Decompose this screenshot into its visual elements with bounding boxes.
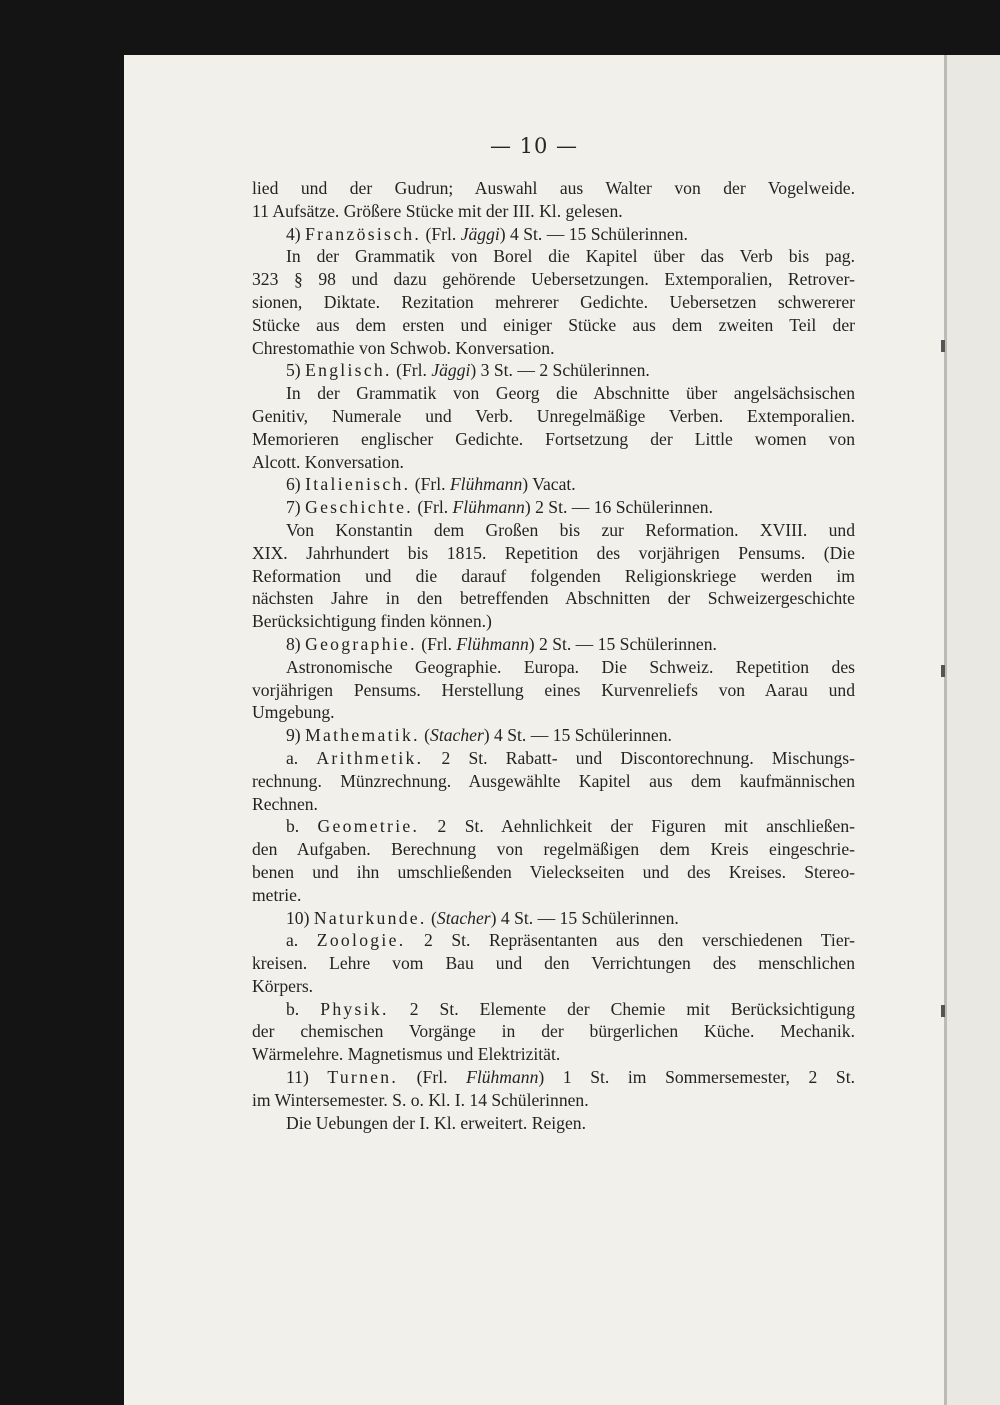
text-line: rechnung. Münzrechnung. Ausgewählte Kapitel aus dem kaufmännischen xyxy=(252,770,855,791)
subject-heading-zoologie: a. Zoologie. 2 St. Repräsentanten aus den verschiedenen Tier- xyxy=(286,930,855,951)
text-line: Genitiv, Numerale und Verb. Unregelmäßige Verben. Extemporalien. xyxy=(252,405,855,426)
page-edge-mark xyxy=(941,340,945,352)
text-line: lied und der Gudrun; Auswahl aus Walter von der Vogelweide. xyxy=(252,178,855,198)
text-line: Stücke aus dem ersten und einiger Stücke aus dem zweiten Teil der xyxy=(252,314,855,335)
text-line: Umgebung. xyxy=(252,702,335,723)
text-line: den Aufgaben. Berechnung von regelmäßigen dem Kreis eingeschrie- xyxy=(252,839,855,860)
text-line: Memorieren englischer Gedichte. Fortsetzung der Little women von xyxy=(252,428,855,449)
text-line: Körpers. xyxy=(252,975,314,996)
text-line: Wärmelehre. Magnetismus und Elektrizität. xyxy=(252,1044,561,1065)
text-line: Von Konstantin dem Großen bis zur Reformation. XVIII. und xyxy=(286,519,855,540)
page-edge-mark xyxy=(941,665,945,677)
next-page-edge xyxy=(944,55,1000,1405)
text-line: nächsten Jahre in den betreffenden Abschnitten der Schweizergeschichte xyxy=(252,588,855,609)
text-line: In der Grammatik von Georg die Abschnitte über angelsächsischen xyxy=(286,383,855,404)
text-line: metrie. xyxy=(252,884,302,905)
text-line: 11 Aufsätze. Größere Stücke mit der III. Kl. gelesen. xyxy=(252,200,623,221)
subject-heading-italienisch: 6) Italienisch. (Frl. Flühmann) Vacat. xyxy=(286,474,576,495)
text-line: Die Uebungen der I. Kl. erweitert. Reigen. xyxy=(286,1112,586,1133)
text-line: im Wintersemester. S. o. Kl. I. 14 Schülerinnen. xyxy=(252,1089,589,1110)
subject-heading-geschichte: 7) Geschichte. (Frl. Flühmann) 2 St. — 16 Schülerinnen. xyxy=(286,497,713,518)
subject-heading-geometrie: b. Geometrie. 2 St. Aehnlichkeit der Figuren mit anschließen- xyxy=(286,816,855,837)
text-line: Chrestomathie von Schwob. Konversation. xyxy=(252,337,555,358)
text-line: sionen, Diktate. Rezitation mehrerer Gedichte. Uebersetzen schwererer xyxy=(252,291,855,312)
subject-heading-arithmetik: a. Arithmetik. 2 St. Rabatt- und Discontorechnung. Mischungs- xyxy=(286,747,855,768)
text-line: kreisen. Lehre vom Bau und den Verrichtungen des menschlichen xyxy=(252,953,855,974)
text-line: Rechnen. xyxy=(252,793,318,814)
subject-heading-englisch: 5) Englisch. (Frl. Jäggi) 3 St. — 2 Schülerinnen. xyxy=(286,360,650,381)
text-line: Berücksichtigung finden können.) xyxy=(252,611,492,632)
page-body xyxy=(252,177,855,1134)
text-line: benen und ihn umschließenden Vieleckseiten und des Kreises. Stereo- xyxy=(252,861,855,882)
page-edge-mark xyxy=(941,1005,945,1017)
text-line: der chemischen Vorgänge in der bürgerlichen Küche. Mechanik. xyxy=(252,1021,855,1042)
page-number: — 10 — xyxy=(489,134,579,158)
text-line: XIX. Jahrhundert bis 1815. Repetition des vorjährigen Pensums. (Die xyxy=(252,542,855,563)
text-line: vorjährigen Pensums. Herstellung eines Kurvenreliefs von Aarau und xyxy=(252,679,855,700)
text-line: 323 § 98 und dazu gehörende Uebersetzungen. Extemporalien, Retrover- xyxy=(252,269,855,290)
subject-heading-turnen: 11) Turnen. (Frl. Flühmann) 1 St. im Sommersemester, 2 St. xyxy=(286,1067,855,1088)
text-line: Astronomische Geographie. Europa. Die Schweiz. Repetition des xyxy=(286,656,855,677)
subject-heading-franzoesisch: 4) Französisch. (Frl. Jäggi) 4 St. — 15 Schülerinnen. xyxy=(286,223,688,244)
text-line: Reformation und die darauf folgenden Religionskriege werden im xyxy=(252,565,855,586)
text-line: Alcott. Konversation. xyxy=(252,451,404,472)
subject-heading-mathematik: 9) Mathematik. (Stacher) 4 St. — 15 Schülerinnen. xyxy=(286,725,672,746)
subject-heading-geographie: 8) Geographie. (Frl. Flühmann) 2 St. — 15 Schülerinnen. xyxy=(286,633,717,654)
subject-heading-naturkunde: 10) Naturkunde. (Stacher) 4 St. — 15 Schülerinnen. xyxy=(286,907,679,928)
subject-heading-physik: b. Physik. 2 St. Elemente der Chemie mit Berücksichtigung xyxy=(286,998,855,1019)
text-line: In der Grammatik von Borel die Kapitel über das Verb bis pag. xyxy=(286,246,855,267)
